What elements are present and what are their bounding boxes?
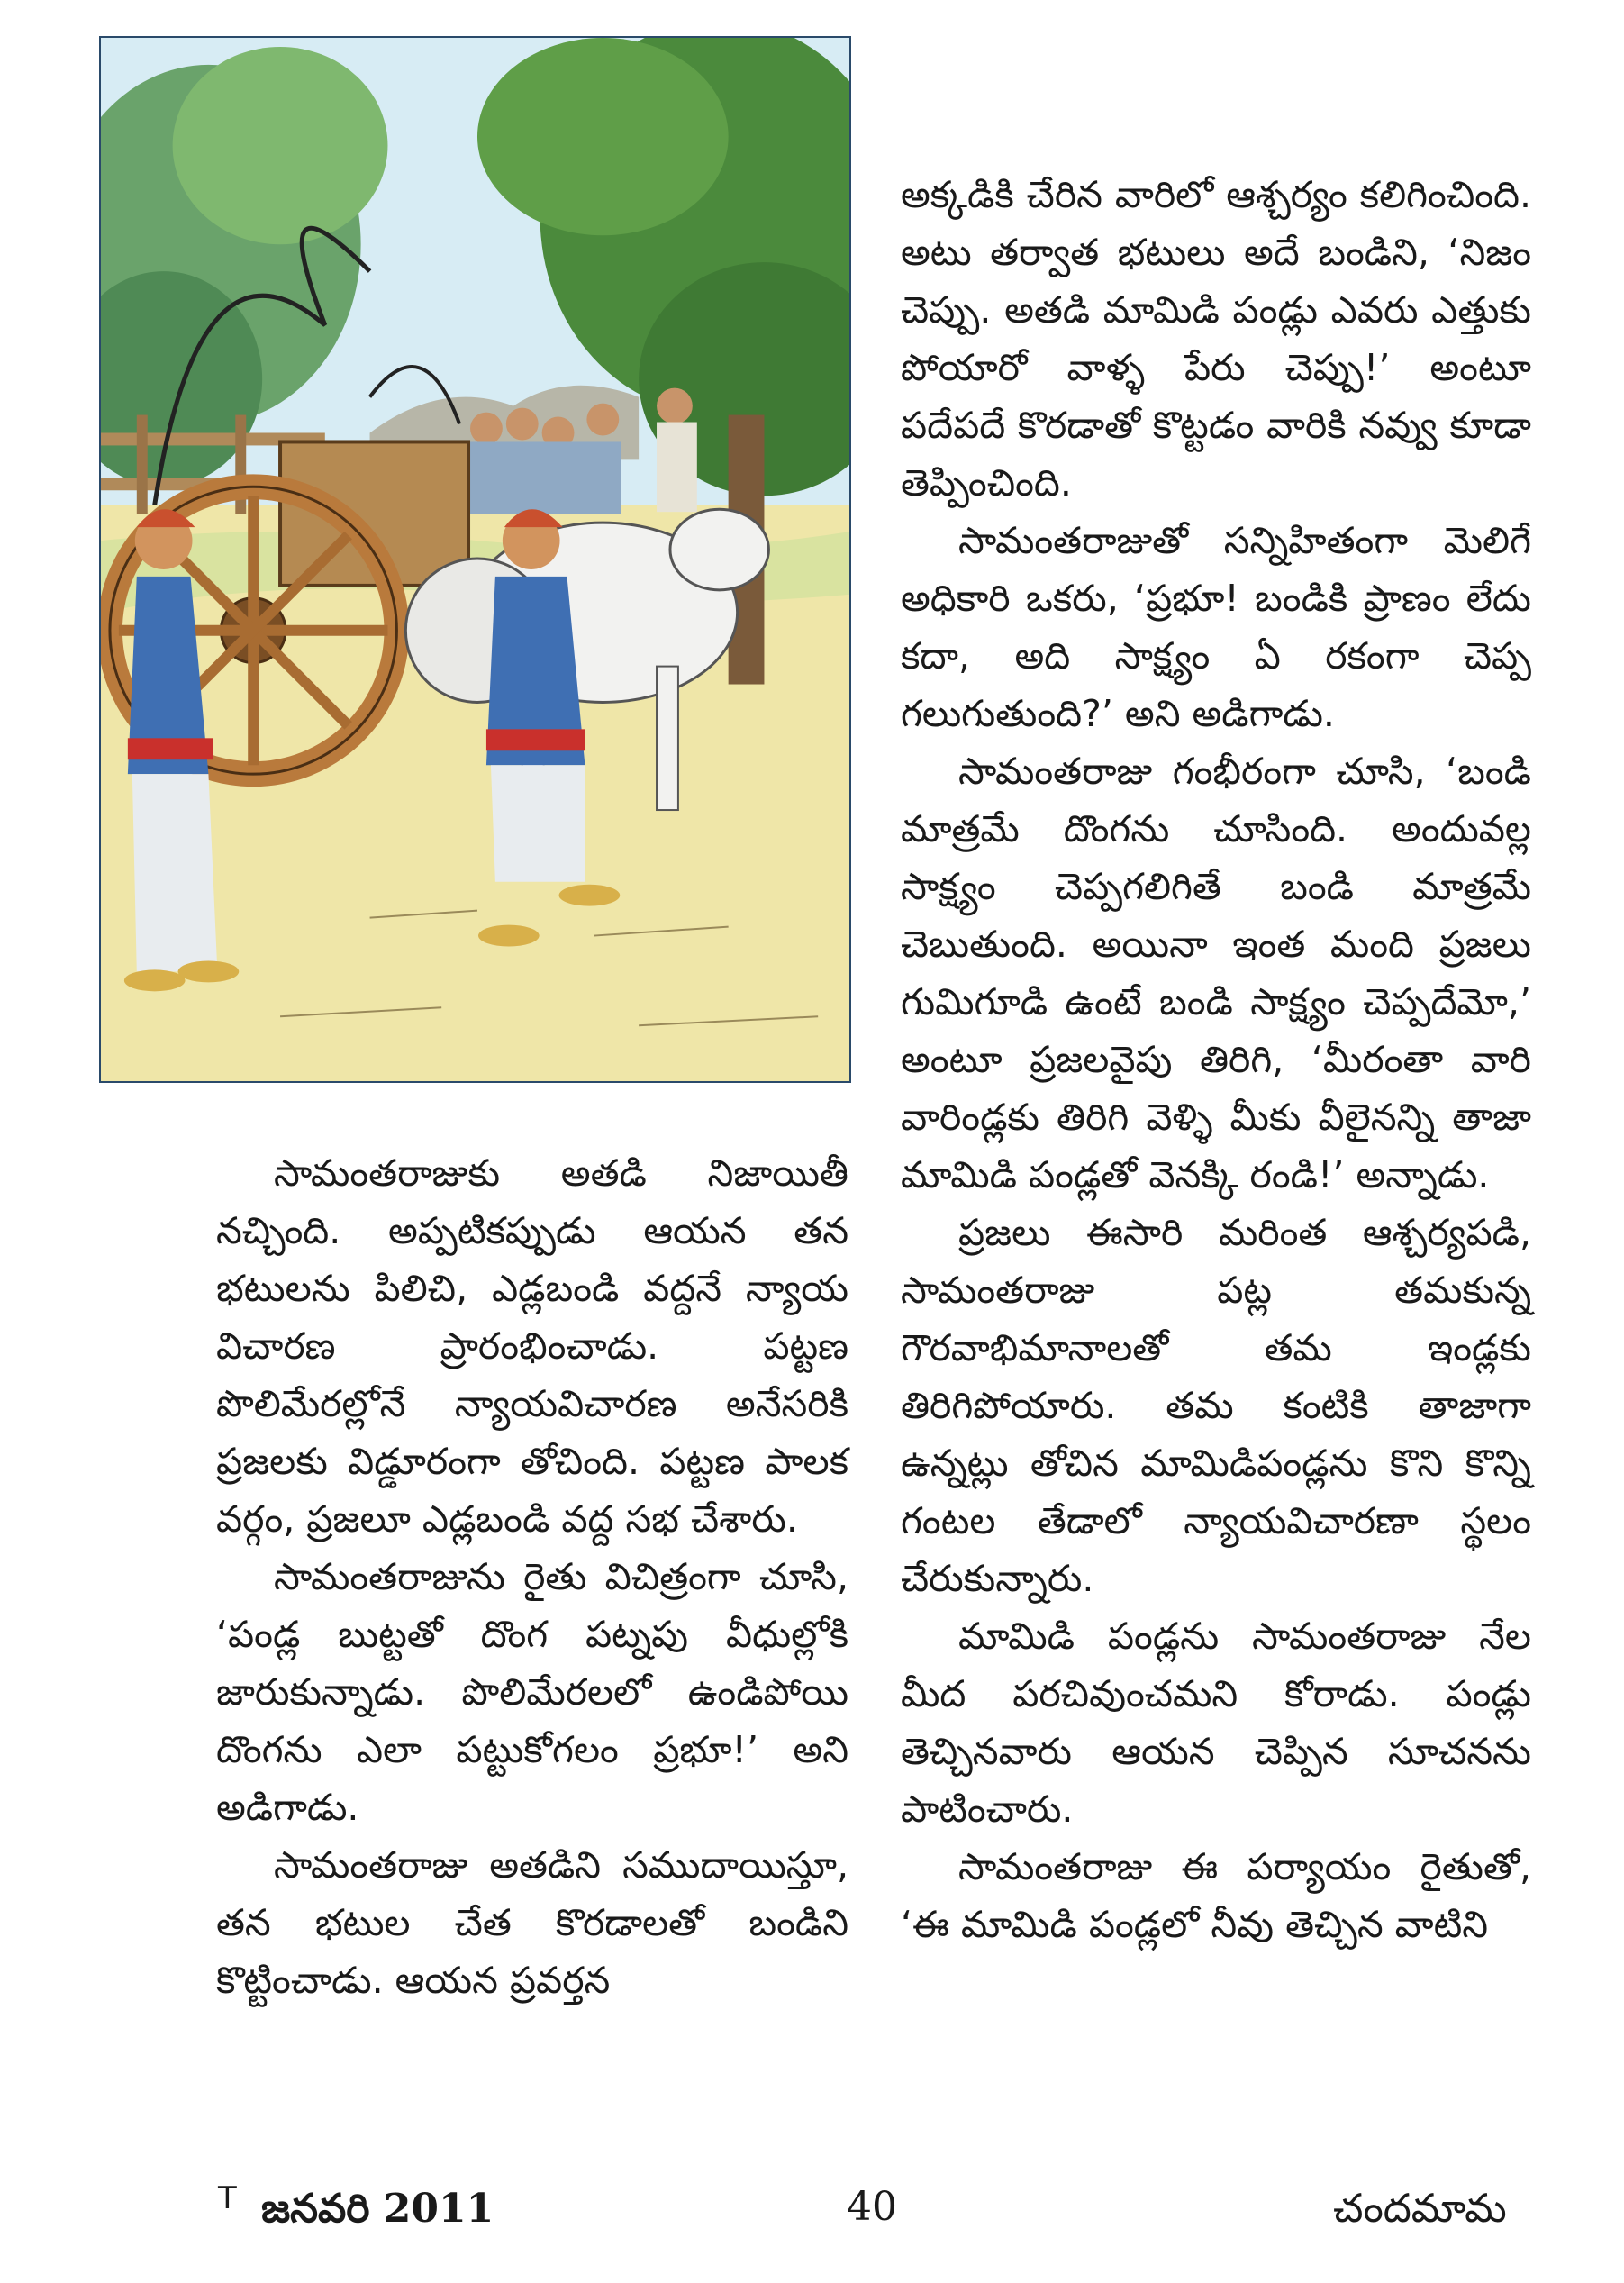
text-column-right <box>901 166 1531 1953</box>
page-number: 40 <box>847 2184 897 2230</box>
paragraph: సామంతరాజు ఈ పర్యాయం రైతుతో, ‘ఈ మామిడి పండ్లలో నీవు తెచ్చిన వాటిని <box>901 1845 1531 1946</box>
page-footer <box>0 2180 1624 2243</box>
paragraph: అక్కడికి చేరిన వారిలో ఆశ్చర్యం కలిగించింది. అటు తర్వాత భటులు అదే బండిని, ‘నిజం చెప్పు. అతడి మామిడి పండ్లు ఎవరు ఎత్తుకు పోయారో వాళ్ళ పేరు చెప్పు!’ అంటూ పదేపదే కొరడాతో కొట్టడం వారికి నవ్వు కూడా తెప్పించింది. <box>901 173 1531 505</box>
paragraph: సామంతరాజు అతడిని సముదాయిస్తూ, తన భటుల చేత కొరడాలతో బండిని కొట్టించాడు. ఆయన ప్రవర్తన <box>216 1843 848 2002</box>
illustration-cart-scene <box>101 38 849 1081</box>
paragraph: సామంతరాజును రైతు విచిత్రంగా చూసి, ‘పండ్ల బుట్టతో దొంగ పట్నపు వీధుల్లోకి జారుకున్నాడు. పొలిమేరలలో ఉండిపోయి దొంగను ఎలా పట్టుకోగలం ప్రభూ!’ అని అడిగాడు. <box>216 1555 848 1829</box>
text-column-left <box>216 1144 848 2009</box>
issue-date: జనవరి 2011 <box>261 2186 494 2232</box>
paragraph: మామిడి పండ్లను సామంతరాజు నేల మీద పరచివుంచమని కోరాడు. పండ్లు తెచ్చినవారు ఆయన చెప్పిన సూచనను పాటించారు. <box>901 1614 1531 1831</box>
paragraph: సామంతరాజుకు అతడి నిజాయితీ నచ్చింది. అప్పటికప్పుడు ఆయన తన భటులను పిలిచి, ఎడ్లబండి వద్దనే న్యాయ విచారణ ప్రారంభించాడు. పట్టణ పొలిమేరల్లోనే న్యాయవిచారణ అనేసరికి ప్రజలకు విడ్డూరంగా తోచింది. పట్టణ పాలక వర్గం, ప్రజలూ ఎడ్లబండి వద్ద సభ చేశారు. <box>216 1151 848 1541</box>
magazine-name: చందమామ <box>1333 2186 1507 2232</box>
footer-mark: T <box>218 2180 237 2216</box>
paragraph: సామంతరాజుతో సన్నిహితంగా మెలిగే అధికారి ఒకరు, ‘ప్రభూ! బండికి ప్రాణం లేదు కదా, అది సాక్ష్యం ఏ రకంగా చెప్ప గలుగుతుంది?’ అని అడిగాడు. <box>901 519 1531 735</box>
paragraph: సామంతరాజు గంభీరంగా చూసి, ‘బండి మాత్రమే దొంగను చూసింది. అందువల్ల సాక్ష్యం చెప్పగలిగితే బండి మాత్రమే చెబుతుంది. అయినా ఇంత మంది ప్రజలు గుమిగూడి ఉంటే బండి సాక్ష్యం చెప్పదేమో,’ అంటూ ప్రజలవైపు తిరిగి, ‘మీరంతా వారి వారిండ్లకు తిరిగి వెళ్ళి మీకు వీలైనన్ని తాజా మామిడి పండ్లతో వెనక్కి రండి!’ అన్నాడు. <box>901 750 1531 1196</box>
story-illustration <box>99 36 851 1083</box>
paragraph: ప్రజలు ఈసారి మరింత ఆశ్చర్యపడి, సామంతరాజు పట్ల తమకున్న గౌరవాభిమానాలతో తమ ఇండ్లకు తిరిగిపోయారు. తమ కంటికి తాజాగా ఉన్నట్లు తోచిన మామిడిపండ్లను కొని కొన్ని గంటల తేడాలో న్యాయవిచారణా స్థలం చేరుకున్నారు. <box>901 1211 1531 1600</box>
